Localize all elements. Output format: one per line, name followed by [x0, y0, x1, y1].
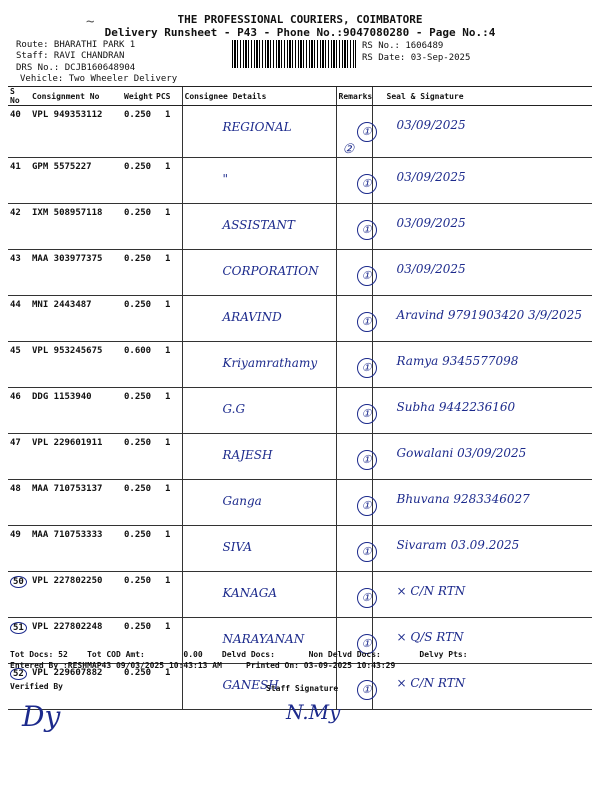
seal-signature-handwriting: Gowalani 03/09/2025	[396, 446, 527, 460]
seal-signature-handwriting: 03/09/2025	[396, 170, 466, 184]
table-header-row	[8, 87, 592, 106]
sno-value: 46	[10, 392, 21, 402]
remark-mark: ①	[357, 122, 377, 142]
verified-signature: Dy	[22, 700, 61, 733]
sno-value: 41	[10, 162, 21, 172]
pcs-cell: 1	[154, 664, 182, 710]
consignment-no-cell: VPL 229601911	[30, 434, 122, 480]
consignment-no-cell: VPL 953245675	[30, 342, 122, 388]
weight-cell: 0.600	[122, 342, 154, 388]
pcs-cell: 1	[154, 106, 182, 158]
consignee-handwriting: ASSISTANT	[222, 218, 295, 232]
remark-mark: ①	[357, 358, 377, 378]
col-sno: S No	[8, 87, 30, 106]
sno-value: 48	[10, 484, 21, 494]
table-row	[8, 342, 592, 388]
sno-value: 49	[10, 530, 21, 540]
consignee-handwriting: KANAGA	[222, 586, 278, 600]
col-pcs: PCS	[154, 87, 182, 106]
seal-signature-handwriting: × C/N RTN	[396, 676, 466, 690]
consignee-cell	[182, 296, 336, 342]
remarks-cell	[336, 158, 372, 204]
seal-cell	[372, 434, 592, 480]
seal-signature-handwriting: Aravind 9791903420 3/9/2025	[396, 308, 582, 322]
seal-signature-handwriting: 03/09/2025	[396, 262, 466, 276]
remarks-cell	[336, 296, 372, 342]
remark-mark: ①	[357, 542, 377, 562]
seal-cell	[372, 250, 592, 296]
remarks-cell	[336, 342, 372, 388]
sno-cell	[8, 342, 30, 388]
staff-label: Staff: RAVI CHANDRAN	[16, 51, 125, 61]
seal-signature-handwriting: Sivaram 03.09.2025	[396, 538, 520, 552]
consignee-handwriting: SIVA	[222, 540, 252, 554]
sno-value: 44	[10, 300, 21, 310]
seal-signature-handwriting: Bhuvana 9283346027	[396, 492, 530, 506]
table-row	[8, 204, 592, 250]
sno-value: 52	[10, 668, 27, 680]
consignee-cell	[182, 106, 336, 158]
weight-cell: 0.250	[122, 106, 154, 158]
remarks-cell	[336, 388, 372, 434]
col-remarks: Remarks	[336, 87, 372, 106]
col-consignment: Consignment No	[30, 87, 122, 106]
pcs-cell: 1	[154, 342, 182, 388]
consignee-cell	[182, 526, 336, 572]
seal-cell	[372, 204, 592, 250]
consignee-cell	[182, 572, 336, 618]
remark-mark: ①	[357, 312, 377, 332]
entered-line: Entered By :RESHMAP43 09/03/2025 10:43:13 AM Printed On: 03-09-2025 10:43:29	[10, 661, 396, 670]
remarks-cell	[336, 204, 372, 250]
consignment-no-cell: VPL 949353112	[30, 106, 122, 158]
weight-cell: 0.250	[122, 664, 154, 710]
remark-mark: ①	[357, 404, 377, 424]
consignment-no-cell: IXM 508957118	[30, 204, 122, 250]
seal-cell	[372, 342, 592, 388]
consignment-no-cell: MAA 303977375	[30, 250, 122, 296]
pcs-cell: 1	[154, 480, 182, 526]
table-row	[8, 526, 592, 572]
verified-by-label: Verified By	[10, 682, 63, 691]
weight-cell: 0.250	[122, 158, 154, 204]
company-title: THE PROFESSIONAL COURIERS, COIMBATORE	[177, 13, 423, 26]
consignment-no-cell: MAA 710753333	[30, 526, 122, 572]
pcs-cell: 1	[154, 572, 182, 618]
pcs-cell: 1	[154, 388, 182, 434]
table-row	[8, 480, 592, 526]
rs-date-label: RS Date: 03-Sep-2025	[362, 53, 471, 63]
pcs-cell: 1	[154, 250, 182, 296]
remark-mark: ①	[357, 220, 377, 240]
consignment-no-cell: DDG 1153940	[30, 388, 122, 434]
sno-cell	[8, 572, 30, 618]
pcs-cell: 1	[154, 204, 182, 250]
drs-label: DRS No.: DCJB160648904	[16, 63, 136, 73]
sno-value: 42	[10, 208, 21, 218]
pcs-cell: 1	[154, 296, 182, 342]
consignee-handwriting: RAJESH	[222, 448, 273, 462]
weight-cell: 0.250	[122, 434, 154, 480]
sno-cell	[8, 526, 30, 572]
sno-cell	[8, 434, 30, 480]
seal-cell	[372, 572, 592, 618]
consignment-no-cell: VPL 227802248	[30, 618, 122, 664]
consignee-handwriting: "	[222, 172, 229, 186]
col-weight: Weight	[122, 87, 154, 106]
seal-cell	[372, 526, 592, 572]
consignee-cell	[182, 388, 336, 434]
totals-line: Tot Docs: 52 Tot COD Amt: 0.00 Delvd Docs: Non Delvd Docs: Delvy Pts:	[10, 650, 468, 659]
remark-mark: ①	[357, 634, 377, 654]
sno-value: 45	[10, 346, 21, 356]
corner-mark: ~	[86, 14, 95, 30]
seal-signature-handwriting: 03/09/2025	[396, 216, 466, 230]
runsheet-title: Delivery Runsheet - P43 - Phone No.:9047080280 - Page No.:4	[104, 26, 496, 39]
table-row	[8, 572, 592, 618]
remark-mark: ①	[357, 496, 377, 516]
consignee-cell	[182, 480, 336, 526]
consignee-handwriting: CORPORATION	[222, 264, 319, 278]
seal-cell	[372, 158, 592, 204]
consignment-no-cell: GPM 5575227	[30, 158, 122, 204]
weight-cell: 0.250	[122, 480, 154, 526]
table-row	[8, 388, 592, 434]
consignee-cell	[182, 204, 336, 250]
seal-signature-handwriting: 03/09/2025	[396, 118, 466, 132]
weight-cell: 0.250	[122, 204, 154, 250]
remarks-cell	[336, 572, 372, 618]
pcs-cell: 1	[154, 618, 182, 664]
consignment-no-cell: VPL 227802250	[30, 572, 122, 618]
consignee-handwriting: REGIONAL	[222, 120, 292, 134]
seal-signature-handwriting: × Q/S RTN	[396, 630, 464, 644]
sno-value: 51	[10, 622, 27, 634]
seal-cell	[372, 296, 592, 342]
weight-cell: 0.250	[122, 296, 154, 342]
sno-cell	[8, 296, 30, 342]
consignment-no-cell: MNI 2443487	[30, 296, 122, 342]
pcs-cell: 1	[154, 158, 182, 204]
weight-cell: 0.250	[122, 250, 154, 296]
consignee-cell	[182, 250, 336, 296]
sno-cell	[8, 158, 30, 204]
consignee-cell	[182, 434, 336, 480]
seal-cell	[372, 480, 592, 526]
sno-cell	[8, 388, 30, 434]
sno-cell	[8, 480, 30, 526]
sno-value: 50	[10, 576, 27, 588]
remark-mark: ①	[357, 588, 377, 608]
consignee-handwriting: Kriyamrathamy	[222, 356, 318, 370]
sno-value: 43	[10, 254, 21, 264]
consignee-handwriting: Ganga	[222, 494, 262, 508]
pcs-cell: 1	[154, 434, 182, 480]
sno-cell	[8, 204, 30, 250]
remarks-cell	[336, 106, 372, 158]
consignee-handwriting: G.G	[222, 402, 246, 416]
table-row	[8, 250, 592, 296]
remarks-cell	[336, 434, 372, 480]
consignee-cell	[182, 342, 336, 388]
consignee-handwriting: ARAVIND	[222, 310, 282, 324]
sno-value: 40	[10, 110, 21, 120]
remarks-cell	[336, 250, 372, 296]
remarks-cell	[336, 526, 372, 572]
remarks-cell	[336, 480, 372, 526]
staff-signature-mark: N.My	[286, 700, 341, 724]
pcs-cell: 1	[154, 526, 182, 572]
route-label: Route: BHARATHI PARK 1	[16, 40, 136, 50]
remarks-cell	[336, 664, 372, 710]
consignee-cell	[182, 158, 336, 204]
sno-value: 47	[10, 438, 21, 448]
weight-cell: 0.250	[122, 526, 154, 572]
sno-cell	[8, 250, 30, 296]
table-row	[8, 296, 592, 342]
table-row	[8, 434, 592, 480]
remark-mark: ①	[357, 450, 377, 470]
barcode-image	[232, 40, 356, 68]
col-consignee: Consignee Details	[182, 87, 336, 106]
remark-mark: ①	[357, 174, 377, 194]
annotation-circle: ②	[342, 142, 355, 157]
seal-cell	[372, 664, 592, 710]
weight-cell: 0.250	[122, 572, 154, 618]
consignee-handwriting: NARAYANAN	[222, 632, 305, 646]
remark-mark: ①	[357, 266, 377, 286]
seal-signature-handwriting: Subha 9442236160	[396, 400, 516, 414]
seal-cell	[372, 388, 592, 434]
staff-signature-label: Staff Signature	[266, 684, 339, 693]
seal-cell	[372, 106, 592, 158]
table-row	[8, 106, 592, 158]
consignee-handwriting: GANESH	[222, 678, 279, 692]
seal-signature-handwriting: × C/N RTN	[396, 584, 466, 598]
runsheet-table	[8, 86, 592, 710]
consignment-no-cell: MAA 710753137	[30, 480, 122, 526]
weight-cell: 0.250	[122, 388, 154, 434]
rs-no-label: RS No.: 1606489	[362, 41, 444, 51]
remark-mark: ①	[357, 680, 377, 700]
table-row	[8, 158, 592, 204]
weight-cell: 0.250	[122, 618, 154, 664]
col-seal: Seal & Signature	[372, 87, 592, 106]
sno-cell	[8, 106, 30, 158]
seal-signature-handwriting: Ramya 9345577098	[396, 354, 519, 368]
consignment-no-cell: VPL 229607882	[30, 664, 122, 710]
vehicle-label: Vehicle: Two Wheeler Delivery	[20, 74, 178, 84]
